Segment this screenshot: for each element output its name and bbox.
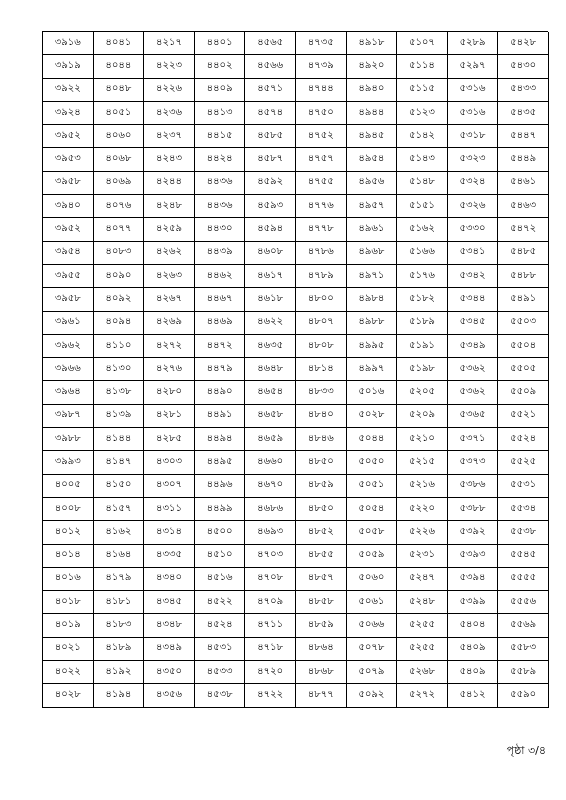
table-cell: ৪১৩৮ bbox=[94, 381, 145, 404]
table-cell: ৪৫০০ bbox=[195, 521, 246, 544]
table-cell: ৪৫২৪ bbox=[195, 614, 246, 637]
table-cell: ৪৯২০ bbox=[347, 55, 398, 78]
table-cell: ৪৫৩১ bbox=[195, 638, 246, 661]
table-cell: ৪৭৭৮ bbox=[296, 218, 347, 241]
table-cell: ৪০২১ bbox=[43, 638, 94, 661]
table-cell: ৫১৭৬ bbox=[397, 265, 448, 288]
table-cell: ৪০৬০ bbox=[94, 125, 145, 148]
table-cell: ৪৩৫০ bbox=[144, 661, 195, 684]
table-cell: ৪০০৫ bbox=[43, 475, 94, 498]
table-cell: ৪৮০০ bbox=[296, 288, 347, 311]
table-cell: ৪০২৮ bbox=[43, 684, 94, 707]
table-cell: ৫১১৫ bbox=[397, 79, 448, 102]
table-cell: ৪৯৮৪ bbox=[347, 288, 398, 311]
table-cell: ৫২৯৭ bbox=[448, 55, 499, 78]
table-cell: ৫৪৩৩ bbox=[498, 79, 549, 102]
table-cell: ৩৯৬২ bbox=[43, 335, 94, 358]
table-cell: ৪৩০৩ bbox=[144, 451, 195, 474]
table-cell: ৫৫৩৮ bbox=[498, 521, 549, 544]
table-cell: ৪২৬৭ bbox=[144, 288, 195, 311]
table-cell: ৩৯৫৮ bbox=[43, 288, 94, 311]
table-cell: ৪১৬২ bbox=[94, 521, 145, 544]
table-cell: ৪৪৬২ bbox=[195, 265, 246, 288]
table-cell: ৪০১২ bbox=[43, 521, 94, 544]
table-cell: ৪২৪৩ bbox=[144, 148, 195, 171]
table-cell: ৪১৮১ bbox=[94, 591, 145, 614]
table-cell: ৩৯৫২ bbox=[43, 218, 94, 241]
table-cell: ৪২৮০ bbox=[144, 381, 195, 404]
table-cell: ৪৯৪০ bbox=[347, 79, 398, 102]
table-cell: ৪৪৩৯ bbox=[195, 242, 246, 265]
table-cell: ৪২৩৬ bbox=[144, 102, 195, 125]
table-cell: ৩৯৮৮ bbox=[43, 428, 94, 451]
table-cell: ৩৯৬৪ bbox=[43, 381, 94, 404]
table-cell: ৪১৭৯ bbox=[94, 568, 145, 591]
table-cell: ৪৪৯৯ bbox=[195, 498, 246, 521]
table-cell: ৪১৯৪ bbox=[94, 684, 145, 707]
table-cell: ৪৭০৮ bbox=[245, 568, 296, 591]
table-cell: ৫৪৬৩ bbox=[498, 195, 549, 218]
table-cell: ৫৪৯১ bbox=[498, 288, 549, 311]
table-cell: ৪০৯০ bbox=[94, 265, 145, 288]
table-cell: ৪২৮১ bbox=[144, 405, 195, 428]
table-cell: ৪৩৫৬ bbox=[144, 684, 195, 707]
table-cell: ৪৪১৩ bbox=[195, 102, 246, 125]
table-cell: ৪৭৪৪ bbox=[296, 79, 347, 102]
table-cell: ৪৯৪৪ bbox=[347, 102, 398, 125]
table-cell: ৪৪১৫ bbox=[195, 125, 246, 148]
table-cell: ৫১৮৯ bbox=[397, 312, 448, 335]
table-cell: ৪৬৬০ bbox=[245, 451, 296, 474]
table-cell: ৪৫১৬ bbox=[195, 568, 246, 591]
table-cell: ৪৪৯৪ bbox=[195, 428, 246, 451]
table-cell: ৫৩২৬ bbox=[448, 195, 499, 218]
table-cell: ৫৫০৯ bbox=[498, 381, 549, 404]
table-cell: ৪১১০ bbox=[94, 335, 145, 358]
table-cell: ৫৫৯০ bbox=[498, 684, 549, 707]
table-cell: ৪২৩৭ bbox=[144, 125, 195, 148]
table-cell: ৫১৯৮ bbox=[397, 358, 448, 381]
table-cell: ৪৮৪০ bbox=[296, 405, 347, 428]
table-cell: ৪৬৪৮ bbox=[245, 358, 296, 381]
table-cell: ৪৭১১ bbox=[245, 614, 296, 637]
table-cell: ৪০২২ bbox=[43, 661, 94, 684]
table-cell: ৪৮১৪ bbox=[296, 358, 347, 381]
table-cell: ৪৯৯৭ bbox=[347, 358, 398, 381]
table-cell: ৩৯৪০ bbox=[43, 195, 94, 218]
table-cell: ৫১৪৮ bbox=[397, 172, 448, 195]
table-cell: ৪৮৫৭ bbox=[296, 568, 347, 591]
table-cell: ৫২৪৮ bbox=[397, 591, 448, 614]
table-cell: ৪৭১৮ bbox=[245, 638, 296, 661]
table-cell: ৪০১৬ bbox=[43, 568, 94, 591]
table-cell: ৫১১৪ bbox=[397, 55, 448, 78]
table-cell: ৫০৭৮ bbox=[347, 638, 398, 661]
table-cell: ৪৯৯৫ bbox=[347, 335, 398, 358]
table-cell: ৫০৬০ bbox=[347, 568, 398, 591]
table-cell: ৪৮৬৪ bbox=[296, 638, 347, 661]
table-cell: ৫০৯২ bbox=[347, 684, 398, 707]
table-cell: ৪৮৫২ bbox=[296, 521, 347, 544]
table-cell: ৫৫৫৫ bbox=[498, 568, 549, 591]
table-cell: ৫৫০৩ bbox=[498, 312, 549, 335]
page-number: পৃষ্ঠা ৩/৪ bbox=[506, 744, 546, 757]
table-cell: ৪৯৪৫ bbox=[347, 125, 398, 148]
table-cell: ৪৮০৭ bbox=[296, 312, 347, 335]
table-cell: ৩৯২৪ bbox=[43, 102, 94, 125]
table-cell: ৪৭৫২ bbox=[296, 125, 347, 148]
table-cell: ৪৬৮৬ bbox=[245, 498, 296, 521]
table-cell: ৪২৬২ bbox=[144, 242, 195, 265]
table-cell: ৪৪৩০ bbox=[195, 218, 246, 241]
table-cell: ৪৭৮৬ bbox=[296, 242, 347, 265]
table-cell: ৫০১৬ bbox=[347, 381, 398, 404]
table-cell: ৪৫৮৫ bbox=[245, 125, 296, 148]
table-cell: ৫২৩১ bbox=[397, 545, 448, 568]
table-cell: ৫০৬১ bbox=[347, 591, 398, 614]
table-cell: ৩৯৫২ bbox=[43, 125, 94, 148]
table-cell: ৪৪৬৯ bbox=[195, 312, 246, 335]
table-cell: ৪৫৩৮ bbox=[195, 684, 246, 707]
table-cell: ৪২৬৩ bbox=[144, 265, 195, 288]
table-cell: ৪৯৬৮ bbox=[347, 242, 398, 265]
table-cell: ৪৩৪০ bbox=[144, 568, 195, 591]
table-cell: ৪৫১০ bbox=[195, 545, 246, 568]
table-cell: ৫৩৯৪ bbox=[448, 568, 499, 591]
table-cell: ৫৩৭৩ bbox=[448, 451, 499, 474]
table-cell: ৪৪৯১ bbox=[195, 405, 246, 428]
table-cell: ৪৬৫৮ bbox=[245, 405, 296, 428]
table-cell: ৫৩৪১ bbox=[448, 242, 499, 265]
table-cell: ৪৪০২ bbox=[195, 55, 246, 78]
table-cell: ৫৫৪৫ bbox=[498, 545, 549, 568]
table-cell: ৫১৬৬ bbox=[397, 242, 448, 265]
table-cell: ৫৪৬১ bbox=[498, 172, 549, 195]
table-cell: ৪৭২২ bbox=[245, 684, 296, 707]
table-cell: ৫২৪৭ bbox=[397, 568, 448, 591]
table-cell: ৫২২৬ bbox=[397, 521, 448, 544]
table-cell: ৪৮০৮ bbox=[296, 335, 347, 358]
table-cell: ৫১২৩ bbox=[397, 102, 448, 125]
table-cell: ৪৮৫৫ bbox=[296, 545, 347, 568]
table-cell: ৪৫৯৪ bbox=[245, 218, 296, 241]
table-cell: ৪৮৫০ bbox=[296, 498, 347, 521]
table-cell: ৪৬১৭ bbox=[245, 265, 296, 288]
table-cell: ৫৩৬২ bbox=[448, 381, 499, 404]
table-cell: ৪৬২২ bbox=[245, 312, 296, 335]
table-cell: ৫৩৪৯ bbox=[448, 335, 499, 358]
table-cell: ৫০৫৯ bbox=[347, 545, 398, 568]
table-cell: ৫০৫৪ bbox=[347, 498, 398, 521]
table-cell: ৪৭০৩ bbox=[245, 545, 296, 568]
table-cell: ৪৫৬৬ bbox=[245, 55, 296, 78]
table-cell: ৪৫২২ bbox=[195, 591, 246, 614]
table-cell: ৩৯১৯ bbox=[43, 55, 94, 78]
table-cell: ৪৩১৪ bbox=[144, 521, 195, 544]
table-cell: ৫৩৩০ bbox=[448, 218, 499, 241]
table-cell: ৪০৪৮ bbox=[94, 79, 145, 102]
table-cell: ৪৪২৪ bbox=[195, 148, 246, 171]
table-cell: ৫৫০৪ bbox=[498, 335, 549, 358]
table-cell: ৫৩২৩ bbox=[448, 148, 499, 171]
table-cell: ৫৫২৪ bbox=[498, 428, 549, 451]
table-cell: ৪৫৩৩ bbox=[195, 661, 246, 684]
table-cell: ৫৫৫৬ bbox=[498, 591, 549, 614]
table-cell: ৫৪৮৫ bbox=[498, 242, 549, 265]
table-cell: ৫৩৪২ bbox=[448, 265, 499, 288]
table-cell: ৩৯৮৭ bbox=[43, 405, 94, 428]
table-cell: ৩৯৫৮ bbox=[43, 172, 94, 195]
table-cell: ৪৩১১ bbox=[144, 498, 195, 521]
table-cell: ৪২৮৫ bbox=[144, 428, 195, 451]
table-cell: ৫৪১২ bbox=[448, 684, 499, 707]
table-cell: ৪০৬৮ bbox=[94, 148, 145, 171]
table-cell: ৩৯৬১ bbox=[43, 312, 94, 335]
table-cell: ৪৭৭৬ bbox=[296, 195, 347, 218]
table-cell: ৫৫৩১ bbox=[498, 475, 549, 498]
table-cell: ৪০১৯ bbox=[43, 614, 94, 637]
table-cell: ৪৭৩৯ bbox=[296, 55, 347, 78]
table-cell: ৪৩৪৮ bbox=[144, 614, 195, 637]
table-cell: ৪০৬৯ bbox=[94, 172, 145, 195]
table-cell: ৪২২৬ bbox=[144, 79, 195, 102]
table-cell: ৫৪৩৫ bbox=[498, 102, 549, 125]
table-cell: ৩৯৫৪ bbox=[43, 242, 94, 265]
table-cell: ৪৬৭০ bbox=[245, 475, 296, 498]
table-cell: ৪৫৭৪ bbox=[245, 102, 296, 125]
table-cell: ৫৩২৪ bbox=[448, 172, 499, 195]
table-cell: ৫৪৮৮ bbox=[498, 265, 549, 288]
table-cell: ৩৯২২ bbox=[43, 79, 94, 102]
table-cell: ৫৩৮৮ bbox=[448, 498, 499, 521]
table-cell: ৪৬০৮ bbox=[245, 242, 296, 265]
table-cell: ৫২০৯ bbox=[397, 405, 448, 428]
table-cell: ৪৬৫৪ bbox=[245, 381, 296, 404]
table-cell: ৪৮৫০ bbox=[296, 451, 347, 474]
table-cell: ৪৭৫৭ bbox=[296, 148, 347, 171]
table-cell: ৪৯৭১ bbox=[347, 265, 398, 288]
table-cell: ৫১৮২ bbox=[397, 288, 448, 311]
table-cell: ৪১৮৯ bbox=[94, 638, 145, 661]
table-cell: ৪১৫০ bbox=[94, 475, 145, 498]
table-cell: ৪৮৭৭ bbox=[296, 684, 347, 707]
table-cell: ৪৬৫৯ bbox=[245, 428, 296, 451]
table-cell: ৪২৬৯ bbox=[144, 312, 195, 335]
table-cell: ৪৯৮৮ bbox=[347, 312, 398, 335]
table-cell: ৫২৬৮ bbox=[397, 661, 448, 684]
table-cell: ৫৪৪৭ bbox=[498, 125, 549, 148]
table-cell: ৪০৯৪ bbox=[94, 312, 145, 335]
table-cell: ৪২৭২ bbox=[144, 335, 195, 358]
table-cell: ৫২০৫ bbox=[397, 381, 448, 404]
table-cell: ৪৬১৮ bbox=[245, 288, 296, 311]
number-table bbox=[42, 31, 548, 708]
table-cell: ৩৯৯৩ bbox=[43, 451, 94, 474]
table-cell: ৪১৫৭ bbox=[94, 498, 145, 521]
table-cell: ৩৯৫৩ bbox=[43, 148, 94, 171]
table-cell: ৪৪৯৬ bbox=[195, 475, 246, 498]
table-cell: ৪৮৫৯ bbox=[296, 614, 347, 637]
table-cell: ৪৮৫৯ bbox=[296, 475, 347, 498]
table-cell: ৪৪০১ bbox=[195, 32, 246, 55]
table-cell: ৪২৪৪ bbox=[144, 172, 195, 195]
table-cell: ৪০৯২ bbox=[94, 288, 145, 311]
table-cell: ৪৩৩৫ bbox=[144, 545, 195, 568]
table-cell: ৪৭৫৫ bbox=[296, 172, 347, 195]
table-cell: ৫৩৬৫ bbox=[448, 405, 499, 428]
table-cell: ৫০৬৬ bbox=[347, 614, 398, 637]
table-cell: ৫৪৭২ bbox=[498, 218, 549, 241]
table-cell: ৫৩৯৩ bbox=[448, 545, 499, 568]
table-cell: ৫৪০৯ bbox=[448, 638, 499, 661]
table-cell: ৫০২৮ bbox=[347, 405, 398, 428]
table-cell: ৪৯৫৪ bbox=[347, 148, 398, 171]
table-cell: ৪৪৩৬ bbox=[195, 172, 246, 195]
table-cell: ৪১৪৪ bbox=[94, 428, 145, 451]
table-cell: ৪০০৮ bbox=[43, 498, 94, 521]
table-cell: ৪০১৪ bbox=[43, 545, 94, 568]
table-cell: ৫২৮৯ bbox=[448, 32, 499, 55]
table-cell: ৪০১৮ bbox=[43, 591, 94, 614]
table-cell: ৫৫৬৯ bbox=[498, 614, 549, 637]
table-cell: ৫১৬২ bbox=[397, 218, 448, 241]
table-cell: ৫৩৯৯ bbox=[448, 591, 499, 614]
table-cell: ৪১৩৯ bbox=[94, 405, 145, 428]
table-cell: ৫২৭২ bbox=[397, 684, 448, 707]
table-cell: ৫০৫০ bbox=[347, 451, 398, 474]
table-cell: ৪৪৯০ bbox=[195, 381, 246, 404]
table-cell: ৪০৫১ bbox=[94, 102, 145, 125]
table-cell: ৫১৫১ bbox=[397, 195, 448, 218]
table-cell: ৪৪৭৯ bbox=[195, 358, 246, 381]
table-cell: ৪৪৯৫ bbox=[195, 451, 246, 474]
table-cell: ৫০৫৮ bbox=[347, 521, 398, 544]
table-cell: ৪০৭৬ bbox=[94, 195, 145, 218]
table-cell: ৪৭০৯ bbox=[245, 591, 296, 614]
table-cell: ৪৩০৭ bbox=[144, 475, 195, 498]
table-cell: ৪৯৫৭ bbox=[347, 195, 398, 218]
table-cell: ৫০৭৯ bbox=[347, 661, 398, 684]
table-cell: ৪২৪৮ bbox=[144, 195, 195, 218]
table-cell: ৪৫৮৭ bbox=[245, 148, 296, 171]
table-cell: ৪৬৩৫ bbox=[245, 335, 296, 358]
table-cell: ৪৫৬৫ bbox=[245, 32, 296, 55]
table-cell: ৫৪৪৯ bbox=[498, 148, 549, 171]
table-cell: ৪৮৬৮ bbox=[296, 661, 347, 684]
table-cell: ৫১০৭ bbox=[397, 32, 448, 55]
table-cell: ৪২৭৬ bbox=[144, 358, 195, 381]
table-cell: ৪৩৪৫ bbox=[144, 591, 195, 614]
table-cell: ৫৩৪৪ bbox=[448, 288, 499, 311]
table-cell: ৪০৪৪ bbox=[94, 55, 145, 78]
table-cell: ৪৬৯৩ bbox=[245, 521, 296, 544]
table-cell: ৪৮৫৮ bbox=[296, 591, 347, 614]
table-cell: ৪১৪৭ bbox=[94, 451, 145, 474]
table-cell: ৫১৪২ bbox=[397, 125, 448, 148]
table-cell: ৫৩৪৫ bbox=[448, 312, 499, 335]
table-cell: ৪১৯২ bbox=[94, 661, 145, 684]
table-cell: ৫৩১৮ bbox=[448, 125, 499, 148]
table-cell: ৫১৯১ bbox=[397, 335, 448, 358]
table-cell: ৫২৫৫ bbox=[397, 614, 448, 637]
table-cell: ৪১৩০ bbox=[94, 358, 145, 381]
table-cell: ৫৫০৫ bbox=[498, 358, 549, 381]
table-cell: ৩৯১৬ bbox=[43, 32, 94, 55]
table-cell: ৪২১৭ bbox=[144, 32, 195, 55]
table-cell: ৫১৪৩ bbox=[397, 148, 448, 171]
table-cell: ৪১৮৩ bbox=[94, 614, 145, 637]
table-cell: ৪০৪১ bbox=[94, 32, 145, 55]
table-cell: ৩৯৬৬ bbox=[43, 358, 94, 381]
table-cell: ৪৫৯২ bbox=[245, 172, 296, 195]
table-cell: ৪৭৮৯ bbox=[296, 265, 347, 288]
table-cell: ৫৫৮৯ bbox=[498, 661, 549, 684]
table-cell: ৪৮৩৩ bbox=[296, 381, 347, 404]
table-cell: ৫৫২১ bbox=[498, 405, 549, 428]
table-cell: ৪২২৩ bbox=[144, 55, 195, 78]
table-cell: ৫২১৬ bbox=[397, 475, 448, 498]
table-cell: ৫৩১৬ bbox=[448, 102, 499, 125]
table-cell: ৫৪০৯ bbox=[448, 661, 499, 684]
table-cell: ৪৪৩৬ bbox=[195, 195, 246, 218]
table-cell: ৪৫৯৩ bbox=[245, 195, 296, 218]
table-cell: ৪০৮৩ bbox=[94, 242, 145, 265]
table-cell: ৫৫২৫ bbox=[498, 451, 549, 474]
table-cell: ৪২৫৯ bbox=[144, 218, 195, 241]
table-cell: ৪৭৩৫ bbox=[296, 32, 347, 55]
table-cell: ৪৯১৮ bbox=[347, 32, 398, 55]
table-cell: ৫২১৫ bbox=[397, 451, 448, 474]
table-cell: ৪৫৭১ bbox=[245, 79, 296, 102]
table-cell: ৫৫৮৩ bbox=[498, 638, 549, 661]
table-cell: ৫২১০ bbox=[397, 428, 448, 451]
table-cell: ৫৩৬২ bbox=[448, 358, 499, 381]
table-cell: ৪৮৪৬ bbox=[296, 428, 347, 451]
table-cell: ৫০৫১ bbox=[347, 475, 398, 498]
table-cell: ৫০৪৪ bbox=[347, 428, 398, 451]
table-cell: ৫৩৭১ bbox=[448, 428, 499, 451]
table-cell: ৪৪৬৭ bbox=[195, 288, 246, 311]
table-cell: ৫২২০ bbox=[397, 498, 448, 521]
table-cell: ৩৯৫৫ bbox=[43, 265, 94, 288]
table-cell: ৫৩৯২ bbox=[448, 521, 499, 544]
table-cell: ৫৪৩০ bbox=[498, 55, 549, 78]
table-cell: ৫৫৩৪ bbox=[498, 498, 549, 521]
table-cell: ৪৯৬১ bbox=[347, 218, 398, 241]
table-cell: ৪৩৪৯ bbox=[144, 638, 195, 661]
table-cell: ৫৩১৬ bbox=[448, 79, 499, 102]
table-cell: ৪৭২০ bbox=[245, 661, 296, 684]
table-cell: ৫৩৮৬ bbox=[448, 475, 499, 498]
table-cell: ৫২৫৫ bbox=[397, 638, 448, 661]
table-cell: ৪৯৫৬ bbox=[347, 172, 398, 195]
table-cell: ৫৪০৪ bbox=[448, 614, 499, 637]
table-cell: ৪৭৫০ bbox=[296, 102, 347, 125]
table-cell: ৪৪০৯ bbox=[195, 79, 246, 102]
table-cell: ৪১৬৪ bbox=[94, 545, 145, 568]
table-cell: ৪০৭৭ bbox=[94, 218, 145, 241]
table-cell: ৪৪৭২ bbox=[195, 335, 246, 358]
table-cell: ৫৪২৮ bbox=[498, 32, 549, 55]
